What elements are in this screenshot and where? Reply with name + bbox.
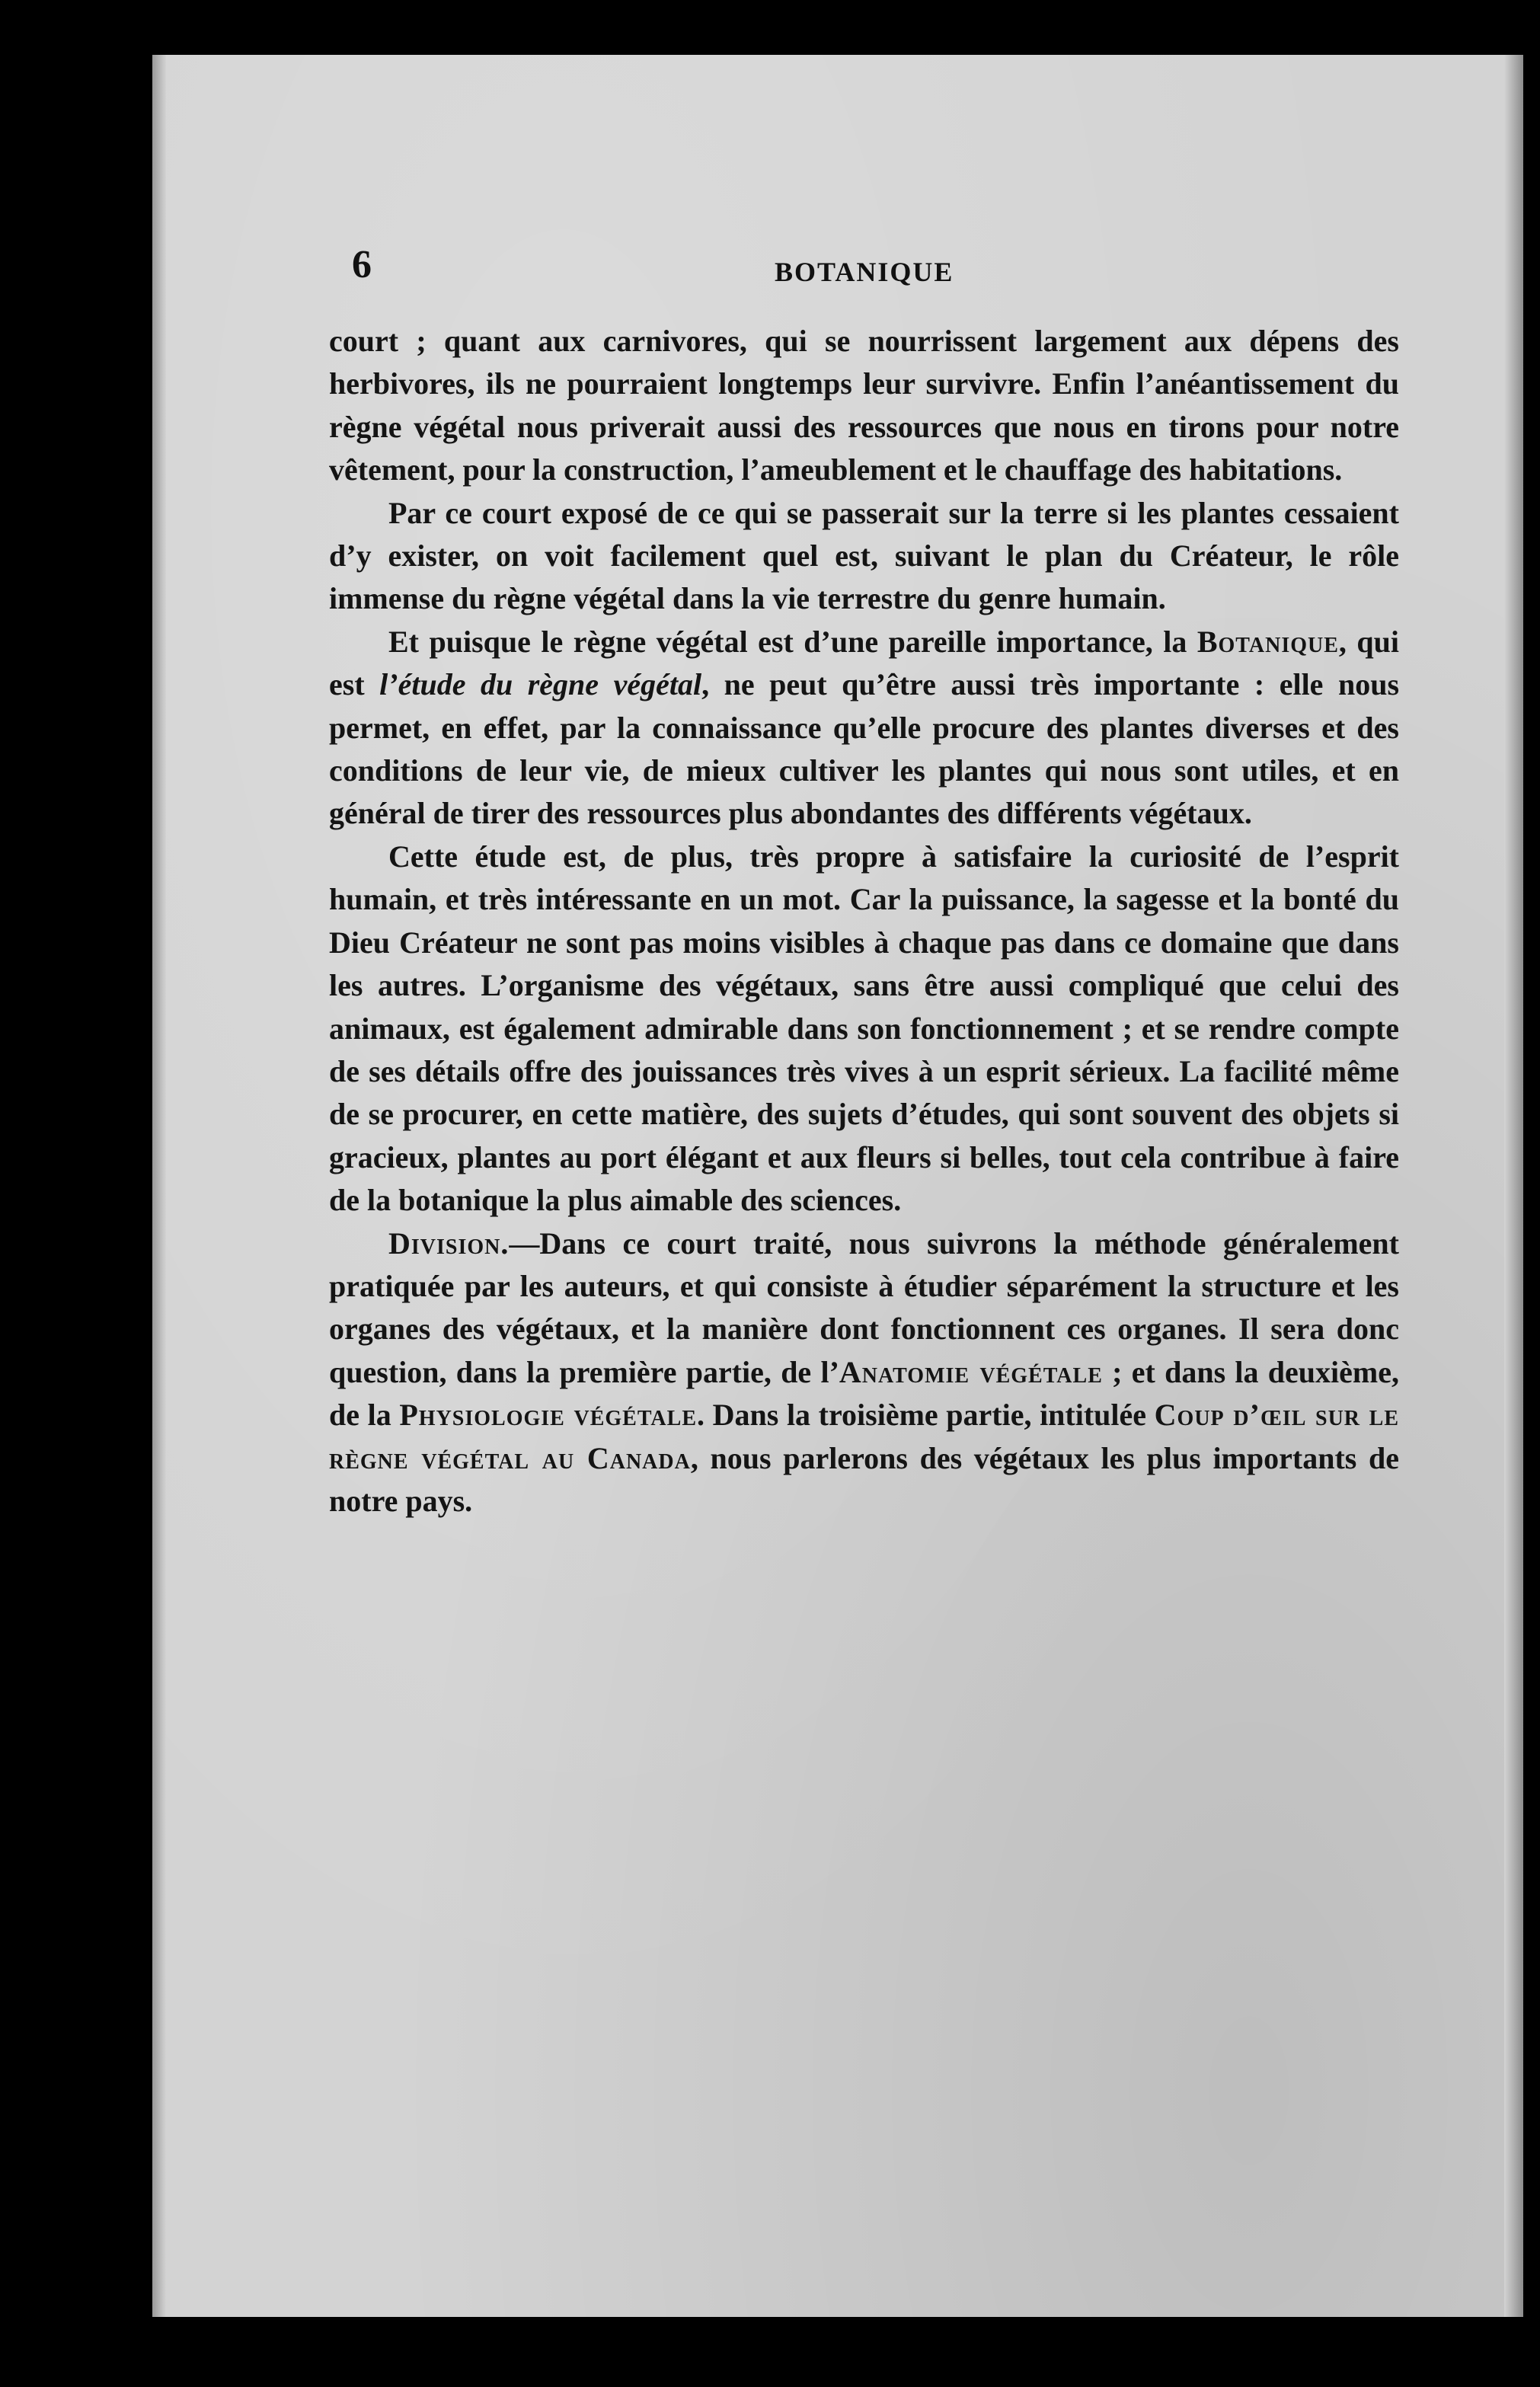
page-number: 6 xyxy=(352,243,372,286)
page-right-edge xyxy=(1504,55,1523,2317)
paragraph xyxy=(329,492,1399,621)
small-caps-text: Botanique xyxy=(1197,624,1339,659)
text-run: ; et dans la deuxième, de la xyxy=(329,1354,1399,1433)
page-header xyxy=(352,242,1403,288)
body-text xyxy=(329,320,1399,1523)
running-head: BOTANIQUE xyxy=(775,257,954,287)
text-run: , nous parlerons des végétaux les plus importants de notre pays. xyxy=(329,1440,1399,1518)
text-run: Par ce court exposé de ce qui se passerait sur la terre si les plantes cessaient d’y exister, on voit facilement quel est, suivant le plan du Créateur, le rôle immense du règne végétal dans la vie terrestre du genre humain. xyxy=(329,495,1399,616)
small-caps-text: Coup d’œil sur le règne végétal au Canada xyxy=(329,1398,1400,1475)
text-run: , qui est xyxy=(329,624,1400,702)
small-caps-text: Physiologie végétale xyxy=(399,1398,697,1433)
italic-text: l’étude du règne végétal xyxy=(379,667,702,702)
paragraph xyxy=(329,320,1399,492)
small-caps-text: Division. xyxy=(388,1225,510,1261)
paragraph xyxy=(329,621,1399,836)
text-run: —Dans ce court traité, nous suivrons la méthode généralement pratiquée par les auteurs, et qui consiste à étudier séparément la structure et les organes des végétaux, et la manière dont fonctionnent ces organes. Il sera donc question, dans la première partie, de l’ xyxy=(329,1225,1399,1389)
paragraph xyxy=(329,836,1399,1222)
page-left-edge xyxy=(152,55,166,2317)
small-caps-text: Anatomie végétale xyxy=(839,1354,1103,1389)
text-run: . Dans la troisième partie, intitulée xyxy=(697,1398,1155,1433)
text-run: court ; quant aux carnivores, qui se nourrissent largement aux dépens des herbivores, ils ne pourraient longtemps leur survivre. Enfin l’anéantissement du règne végétal nous priverait aussi des ressources que nous en tirons pour notre vêtement, pour la construction, l’ameublement et le chauffage des habitations. xyxy=(329,324,1399,487)
paragraph xyxy=(329,1222,1399,1523)
text-run: Et puisque le règne végétal est d’une pareille importance, la xyxy=(388,624,1197,659)
text-run: , ne peut qu’être aussi très importante : elle nous permet, en effet, par la connaissance qu’elle procure des plantes diverses et des conditions de leur vie, de mieux cultiver les plantes qui nous sont utiles, et en général de tirer des ressources plus abondantes des différents végétaux. xyxy=(329,667,1400,831)
text-run: Cette étude est, de plus, très propre à satisfaire la curiosité de l’esprit humain, et très intéressante en un mot. Car la puissance, la sagesse et la bonté du Dieu Créateur ne sont pas moins visibles à chaque pas dans ce domaine que dans les autres. L’organisme des végétaux, sans être aussi compliqué que celui des animaux, est également admirable dans son fonctionnement ; et se rendre compte de ses détails offre des jouissances très vives à un esprit sérieux. La facilité même de se procurer, en cette matière, des sujets d’études, qui sont souvent des objets si gracieux, plantes au port élégant et aux fleurs si belles, tout cela contribue à faire de la botanique la plus aimable des sciences. xyxy=(329,839,1399,1218)
